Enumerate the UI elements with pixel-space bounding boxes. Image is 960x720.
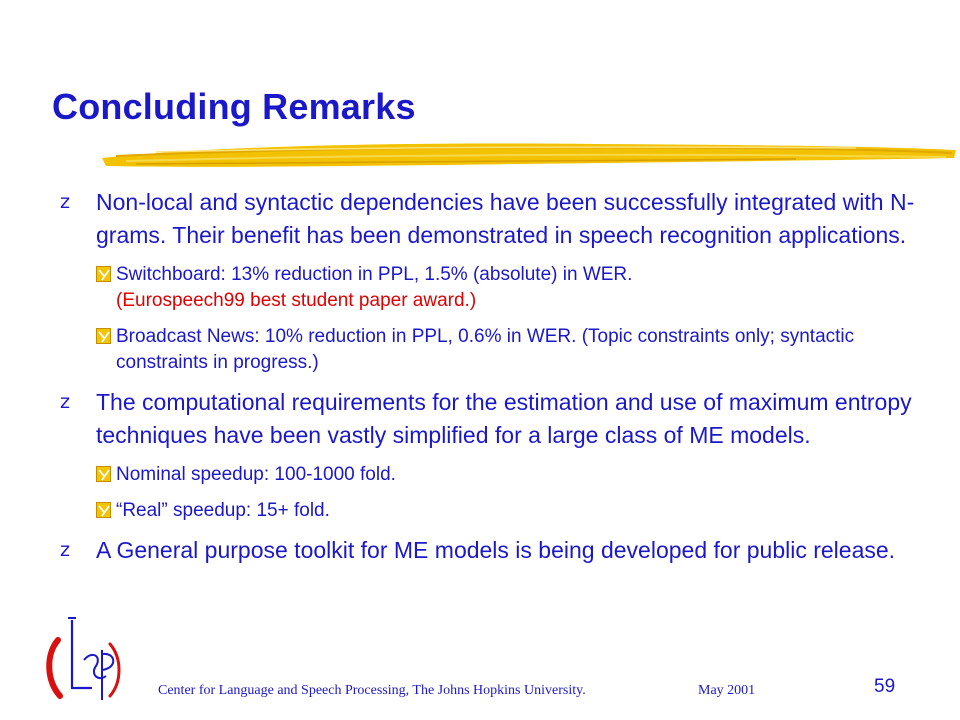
- sub-bullet-text: Broadcast News: 10% reduction in PPL, 0.6% in WER. (Topic constraints only; syntactic constraints in progress.): [116, 326, 855, 373]
- clsp-logo-icon: [40, 610, 160, 710]
- bullet-z-icon: z: [60, 539, 70, 561]
- check-box-icon: [96, 502, 111, 518]
- bullet-item: [60, 386, 940, 452]
- bullet-z-icon: z: [60, 191, 70, 213]
- footer-organization: Center for Language and Speech Processing, The Johns Hopkins University.: [158, 683, 586, 698]
- check-box-icon: [96, 328, 111, 344]
- sub-bullet-item: [96, 462, 940, 488]
- bullet-text: A General purpose toolkit for ME models is being developed for public release.: [96, 537, 896, 563]
- sub-bullet-item: [96, 262, 940, 314]
- title-underline-brush: [96, 136, 960, 176]
- bullet-list: [60, 186, 940, 567]
- check-box-icon: [96, 466, 111, 482]
- sub-bullet-text: Switchboard: 13% reduction in PPL, 1.5% (absolute) in WER.: [116, 264, 633, 285]
- bullet-item: [60, 186, 940, 252]
- bullet-text: The computational requirements for the estimation and use of maximum entropy techniques have been vastly simplified for a large class of ME models.: [96, 389, 912, 448]
- slide-title: Concluding Remarks: [52, 86, 416, 127]
- award-note: (Eurospeech99 best student paper award.): [116, 290, 477, 311]
- sub-bullet-text: Nominal speedup: 100-1000 fold.: [116, 464, 396, 485]
- sub-bullet-item: [96, 498, 940, 524]
- sub-bullet-text: “Real” speedup: 15+ fold.: [116, 500, 330, 521]
- page-number: 59: [874, 676, 896, 697]
- footer-date: May 2001: [698, 683, 756, 698]
- bullet-item: [60, 534, 940, 567]
- bullet-text: Non-local and syntactic dependencies have been successfully integrated with N-grams. Their benefit has been demonstrated in speech recognition applications.: [96, 189, 915, 248]
- check-box-icon: [96, 266, 111, 282]
- sub-bullet-item: [96, 324, 940, 376]
- bullet-z-icon: z: [60, 391, 70, 413]
